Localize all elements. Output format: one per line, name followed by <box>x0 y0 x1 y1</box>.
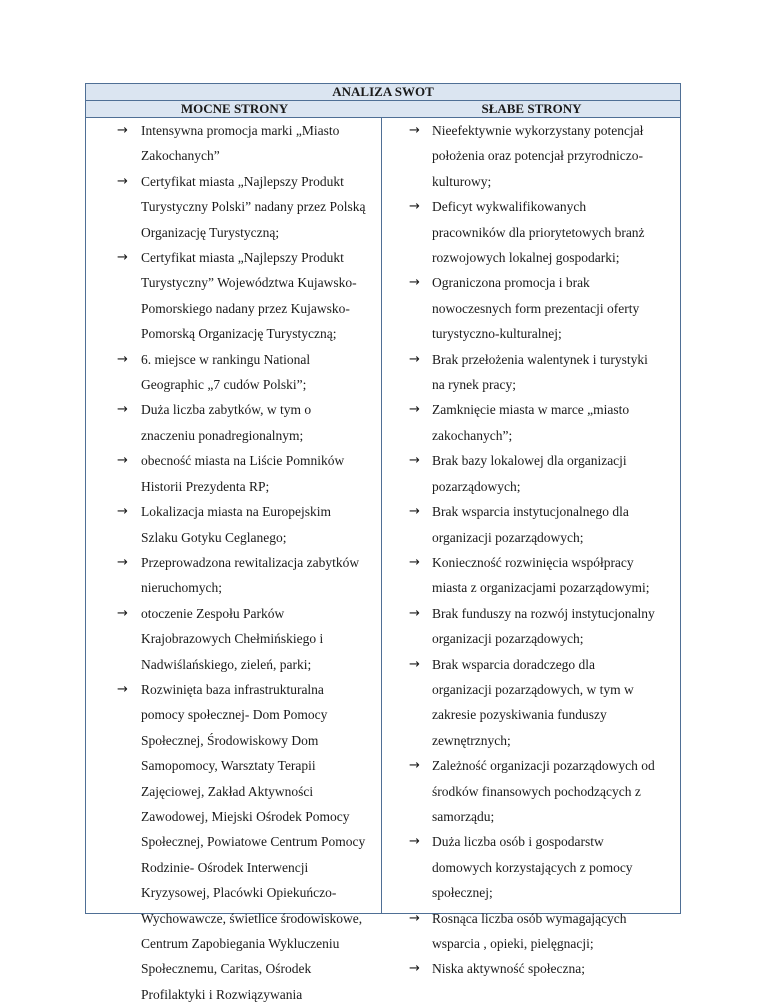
arrow-icon: → <box>409 504 420 520</box>
arrow-icon: → <box>409 402 420 418</box>
item-text-line: Wychowawcze, świetlice środowiskowe, <box>141 910 363 926</box>
strengths-header: MOCNE STRONY <box>180 101 289 116</box>
item-text-line: Zajęciowej, Zakład Aktywności <box>141 783 314 799</box>
weakness-item <box>382 448 680 499</box>
weaknesses-column <box>382 118 680 977</box>
item-text-line: Społecznej, Powiatowe Centrum Pomocy <box>141 834 366 850</box>
item-text-line: Organizację Turystyczną; <box>141 224 280 240</box>
arrow-icon: → <box>409 834 420 850</box>
strength-item <box>86 677 381 1007</box>
arrow-icon: → <box>117 250 128 266</box>
item-text-line: Społecznemu, Caritas, Ośrodek <box>141 961 312 977</box>
item-text-line: pracowników dla priorytetowych branż <box>432 224 645 240</box>
strength-item <box>86 499 381 550</box>
strength-item <box>86 118 381 169</box>
strength-item <box>86 448 381 499</box>
weakness-item <box>382 601 680 652</box>
item-text-line: Geographic „7 cudów Polski”; <box>141 377 307 393</box>
strength-item <box>86 601 381 677</box>
arrow-icon: → <box>409 910 420 926</box>
item-text-line: Rodzinie- Ośrodek Interwencji <box>141 859 309 875</box>
item-text-line: Deficyt wykwalifikowanych <box>432 199 587 215</box>
item-text-line: 6. miejsce w rankingu National <box>141 351 311 367</box>
item-text-line: domowych korzystających z pomocy <box>432 859 633 875</box>
arrow-icon: → <box>117 681 128 697</box>
item-text-line: Turystyczny Polski” nadany przez Polską <box>141 199 366 215</box>
item-text-line: Turystyczny” Województwa Kujawsko- <box>141 275 357 291</box>
weakness-item <box>382 194 680 270</box>
arrow-icon: → <box>117 351 128 367</box>
arrow-icon: → <box>409 453 420 469</box>
weakness-item <box>382 652 680 754</box>
arrow-icon: → <box>409 199 420 215</box>
strength-item <box>86 169 381 245</box>
item-text-line: na rynek pracy; <box>432 377 516 393</box>
arrow-icon: → <box>117 504 128 520</box>
item-text-line: Certyfikat miasta „Najlepszy Produkt <box>141 250 344 266</box>
item-text-line: nowoczesnych form prezentacji oferty <box>432 300 640 316</box>
item-text-line: Zależność organizacji pozarządowych od <box>432 758 655 774</box>
item-text-line: Lokalizacja miasta na Europejskim <box>141 504 332 520</box>
item-text-line: pozarządowych; <box>432 478 521 494</box>
item-text-line: samorządu; <box>432 808 495 824</box>
weaknesses-header: SŁABE STRONY <box>481 101 582 116</box>
arrow-icon: → <box>409 961 420 977</box>
table-body <box>86 118 680 1002</box>
item-text-line: zewnętrznych; <box>432 732 511 748</box>
item-text-line: Certyfikat miasta „Najlepszy Produkt <box>141 173 344 189</box>
weaknesses-list <box>382 118 680 982</box>
item-text-line: kulturowy; <box>432 173 492 189</box>
item-text-line: Brak bazy lokalowej dla organizacji <box>432 453 627 469</box>
item-text-line: Kryzysowej, Placówki Opiekuńczo- <box>141 885 337 901</box>
item-text-line: zakochanych”; <box>432 427 513 443</box>
weakness-item <box>382 270 680 346</box>
item-text-line: nieruchomych; <box>141 580 222 596</box>
item-text-line: organizacji pozarządowych; <box>432 529 584 545</box>
arrow-icon: → <box>117 173 128 189</box>
item-text-line: Społecznej, Środowiskowy Dom <box>141 732 319 748</box>
item-text-line: otoczenie Zespołu Parków <box>141 605 285 621</box>
item-text-line: Duża liczba osób i gospodarstw <box>432 834 604 850</box>
item-text-line: zakresie pozyskiwania funduszy <box>432 707 607 723</box>
swot-table <box>85 83 681 1002</box>
weakness-item <box>382 550 680 601</box>
item-text-line: Brak przełożenia walentynek i turystyki <box>432 351 648 367</box>
item-text-line: organizacji pozarządowych; <box>432 631 584 647</box>
weakness-item <box>382 118 680 194</box>
item-text-line: pomocy społecznej- Dom Pomocy <box>141 707 328 723</box>
item-text-line: społecznej; <box>432 885 493 901</box>
arrow-icon: → <box>117 402 128 418</box>
weakness-item <box>382 753 680 829</box>
strengths-list <box>86 118 381 1007</box>
header-row <box>86 101 680 118</box>
item-text-line: Brak wsparcia doradczego dla <box>432 656 596 672</box>
item-text-line: Brak funduszy na rozwój instytucjonalny <box>432 605 655 621</box>
item-text-line: Rosnąca liczba osób wymagających <box>432 910 627 926</box>
arrow-icon: → <box>409 656 420 672</box>
weakness-item <box>382 829 680 905</box>
item-text-line: Zamknięcie miasta w marce „miasto <box>432 402 630 418</box>
item-text-line: Centrum Zapobiegania Wykluczeniu <box>141 936 340 951</box>
item-text-line: rozwojowych lokalnej gospodarki; <box>432 250 620 266</box>
item-text-line: Nadwiślańskiego, zieleń, parki; <box>141 656 312 672</box>
weakness-item <box>382 956 680 981</box>
weakness-item <box>382 906 680 957</box>
item-text-line: Zakochanych” <box>141 148 220 164</box>
arrow-icon: → <box>117 605 128 621</box>
item-text-line: Konieczność rozwinięcia współpracy <box>432 554 634 570</box>
table-title: ANALIZA SWOT <box>86 84 680 101</box>
item-text-line: znaczeniu ponadregionalnym; <box>141 427 304 443</box>
item-text-line: miasta z organizacjami pozarządowymi; <box>432 580 650 596</box>
item-text-line: Przeprowadzona rewitalizacja zabytków <box>141 554 360 570</box>
item-text-line: Nieefektywnie wykorzystany potencjał <box>432 123 644 138</box>
item-text-line: Zawodowej, Miejski Ośrodek Pomocy <box>141 808 350 824</box>
strength-item <box>86 550 381 601</box>
item-text-line: Rozwinięta baza infrastrukturalna <box>141 681 324 697</box>
item-text-line: organizacji pozarządowych, w tym w <box>432 681 634 697</box>
arrow-icon: → <box>117 554 128 570</box>
strength-item <box>86 397 381 448</box>
item-text-line: Profilaktyki i Rozwiązywania <box>141 986 303 1002</box>
arrow-icon: → <box>117 123 128 138</box>
weakness-item <box>382 499 680 550</box>
item-text-line: Pomorskiego nadany przez Kujawsko- <box>141 300 350 316</box>
strengths-column <box>86 118 382 1002</box>
item-text-line: Brak wsparcia instytucjonalnego dla <box>432 504 629 520</box>
item-text-line: Intensywna promocja marki „Miasto <box>141 123 340 138</box>
arrow-icon: → <box>409 275 420 291</box>
item-text-line: położenia oraz potencjał przyrodniczo- <box>432 148 644 164</box>
strength-item <box>86 347 381 398</box>
item-text-line: obecność miasta na Liście Pomników <box>141 453 345 469</box>
item-text-line: Szlaku Gotyku Ceglanego; <box>141 529 287 545</box>
item-text-line: Samopomocy, Warsztaty Terapii <box>141 758 316 774</box>
item-text-line: turystyczno-kulturalnej; <box>432 326 562 342</box>
item-text-line: Niska aktywność społeczna; <box>432 961 585 977</box>
weakness-item <box>382 347 680 398</box>
item-text-line: Krajobrazowych Chełmińskiego i <box>141 631 324 647</box>
arrow-icon: → <box>409 351 420 367</box>
arrow-icon: → <box>409 758 420 774</box>
arrow-icon: → <box>409 605 420 621</box>
item-text-line: środków finansowych pochodzących z <box>432 783 641 799</box>
arrow-icon: → <box>409 554 420 570</box>
item-text-line: Historii Prezydenta RP; <box>141 478 270 494</box>
weakness-item <box>382 397 680 448</box>
item-text-line: Duża liczba zabytków, w tym o <box>141 402 312 418</box>
item-text-line: Ograniczona promocja i brak <box>432 275 590 291</box>
item-text-line: wsparcia , opieki, pielęgnacji; <box>432 936 594 951</box>
strength-item <box>86 245 381 347</box>
arrow-icon: → <box>409 123 420 138</box>
item-text-line: Pomorską Organizację Turystyczną; <box>141 326 337 342</box>
arrow-icon: → <box>117 453 128 469</box>
